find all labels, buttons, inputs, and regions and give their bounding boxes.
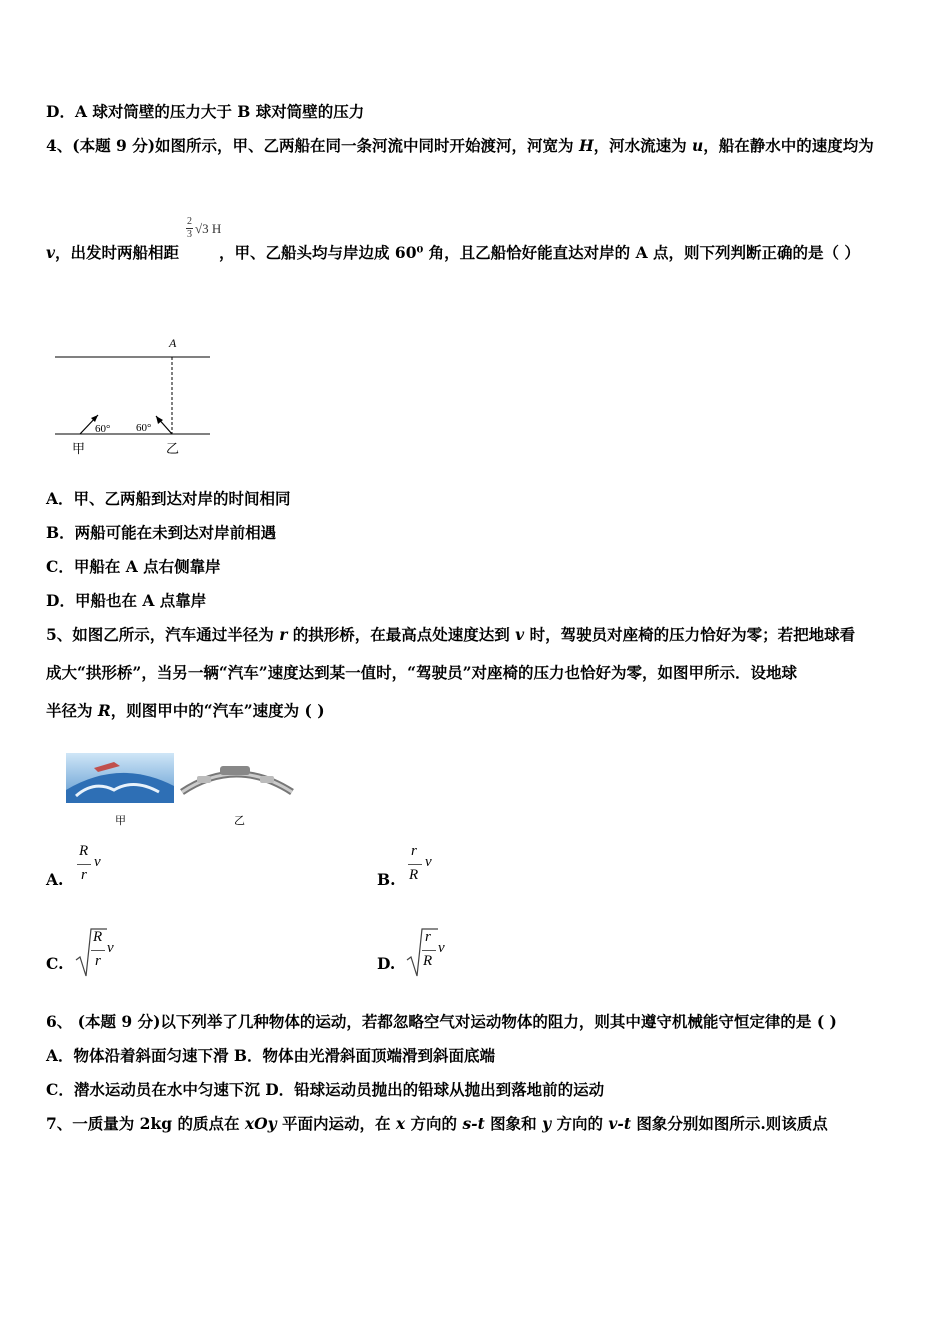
q4-stem-line1	[46, 136, 874, 156]
label-yi: 乙	[166, 441, 180, 456]
q4-text: ，甲、乙船头均与岸边成 60⁰ 角，且乙船恰好能直达对岸的 A 点，则下列判断正确的是（ ）	[219, 243, 860, 262]
q5-option-c: C. R r v	[46, 926, 136, 981]
distance-expression: 2 3 √3 H	[187, 216, 222, 240]
var-vt: v-t	[608, 1114, 631, 1133]
q5-text: 的拱形桥，在最高点处速度达到	[287, 625, 516, 644]
q4-text: ，河水流速为	[593, 136, 692, 155]
q5-figure	[64, 750, 304, 830]
var-v: v	[46, 243, 56, 262]
var-u: u	[692, 136, 704, 155]
label-jia: 甲	[115, 815, 126, 827]
q5-text: ，则图甲中的“汽车”速度为 ( )	[110, 701, 325, 720]
q7-text: 方向的	[551, 1114, 609, 1133]
var-y: y	[542, 1114, 552, 1133]
angle-yi: 60°	[136, 422, 152, 434]
var-v: v	[515, 625, 525, 644]
q5-stem-line1	[46, 625, 855, 645]
q5-option-a: A. R r v	[46, 843, 101, 889]
var-st: s-t	[462, 1114, 485, 1133]
q5-option-b: B. r R v	[377, 843, 432, 889]
q4-option-a: A．甲、乙两船到达对岸的时间相同	[46, 489, 291, 508]
q5-stem-line3	[46, 701, 325, 721]
q4-text: ，船在静水中的速度均为	[703, 136, 874, 155]
sqrt-sign	[405, 926, 439, 978]
label-jia: 甲	[72, 441, 86, 456]
q7-text: 图象分别如图所示.则该质点	[630, 1114, 828, 1133]
var-xOy: xOy	[244, 1114, 277, 1133]
q4-option-c: C．甲船在 A 点右侧靠岸	[46, 557, 221, 576]
q4-text: 4、(本题 9 分)如图所示，甲、乙两船在同一条河流中同时开始渡河，河宽为	[46, 136, 579, 155]
q5-text: 时，驾驶员对座椅的压力恰好为零；若把地球看	[524, 625, 856, 644]
var-H: H	[578, 136, 594, 155]
q6-options-row1: A．物体沿着斜面匀速下滑 B．物体由光滑斜面顶端滑到斜面底端	[46, 1046, 496, 1065]
car-icon	[220, 766, 250, 775]
q4-text: ，出发时两船相距	[55, 243, 180, 262]
q5-text: 5、如图乙所示，汽车通过半径为	[46, 625, 280, 644]
sqrt-sign	[74, 926, 108, 978]
q3-option-d: D．A 球对筒壁的压力大于 B 球对筒壁的压力	[46, 102, 365, 121]
q4-option-b: B．两船可能在未到达对岸前相遇	[46, 523, 277, 542]
var-R: R	[97, 701, 111, 720]
q5-stem-line2: 成大“拱形桥”，当另一辆“汽车”速度达到某一值时，“驾驶员”对座椅的压力也恰好为零，如图甲所示．设地球	[46, 663, 797, 682]
angle-jia: 60°	[95, 423, 111, 435]
q6-options-row2: C．潜水运动员在水中匀速下沉 D．铅球运动员抛出的铅球从抛出到落地前的运动	[46, 1080, 605, 1099]
q5-text: 半径为	[46, 701, 98, 720]
q4-stem-line2	[46, 243, 860, 263]
q7-stem	[46, 1114, 828, 1134]
q7-text: 7、一质量为 2kg 的质点在	[46, 1114, 245, 1133]
q7-text: 平面内运动，在	[276, 1114, 396, 1133]
label-yi: 乙	[234, 815, 245, 827]
q7-text: 图象和	[484, 1114, 543, 1133]
q7-text: 方向的	[405, 1114, 463, 1133]
var-r: r	[279, 625, 288, 644]
q6-stem: 6、 (本题 9 分)以下列举了几种物体的运动，若都忽略空气对运动物体的阻力，则其中遵守机械能守恒定律的是 ( )	[46, 1012, 837, 1031]
label-A: A	[169, 336, 177, 350]
var-x: x	[395, 1114, 406, 1133]
q4-river-figure	[50, 330, 220, 460]
q5-option-d: D. r R v	[377, 926, 467, 981]
q4-option-d: D．甲船也在 A 点靠岸	[46, 591, 207, 610]
